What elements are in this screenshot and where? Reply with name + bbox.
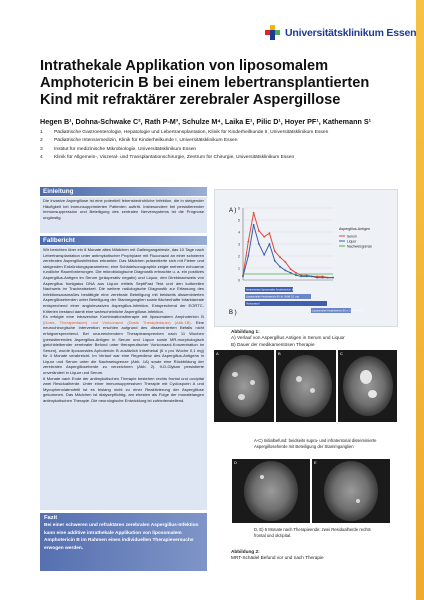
- section-heading-fallbericht: Fallbericht: [40, 236, 207, 245]
- data-point: [322, 277, 324, 279]
- data-point: [253, 212, 255, 214]
- data-point: [263, 254, 265, 256]
- data-point: [327, 277, 329, 279]
- data-point: [247, 255, 249, 257]
- yellow-side-stripe: [416, 0, 424, 600]
- university-logo: [265, 25, 416, 41]
- section-heading-fazit: Fazit: [44, 515, 58, 521]
- data-point: [258, 243, 260, 245]
- fallbericht-paragraph-2: Es erfolgte eine intravenöse Kombinationstherapie mit liposomalem Amphotericin B (Dosis, Therapiedauer) und Voriconazol (Dosis Therapiedauer) (Abb.1B). Eine neurochirurgische Intervention erschien aufgrund des disseminierten Befalls nicht erfolgversprechend. Bei unzureichendem Therapieansprechen nach 11 Wochen (persistierendes Aspergillus-Antigen in Serum und Liquor sowie MR-morphologisch gleichbleibender zerebraler Befund unter therapeutischer Voriconazol-Konzentration im Serum), wurde liposomales Aphotericin B zusätzlich intrathekal (6 x pro Woche 0,1 mg) für 4 Monate verabreicht. Im Verlauf war eine Regredienz des Aspergillus-Antigens in Liquor und Serum unter die Nachweisgrenze (Abb. 1A) sowie eine Rückbildung der zerebralen Aspergilloseherde zu verzeichnen (Abb. 2). 9-D-Glykan persistierte unverändert in Liquor und Serum.: [43, 314, 204, 376]
- affiliations: [40, 129, 328, 162]
- legend-entry: Nachweisgrenze: [347, 244, 373, 249]
- series-line-liquor: [243, 225, 333, 278]
- legend-title: Aspergillus-Antigen: [339, 227, 370, 231]
- mri-image-d: [232, 459, 310, 523]
- data-point: [332, 277, 334, 279]
- data-point: [306, 276, 308, 278]
- y-tick-label: 1: [238, 266, 240, 271]
- mri-image-e: [312, 459, 390, 523]
- mri-label: B: [278, 351, 281, 356]
- data-point: [263, 236, 265, 238]
- author-list: Hegen B¹, Dohna-Schwake C², Rath P-M³, Schulze M⁴, Laika E¹, Pilic D¹, Hoyer PF¹, Kathemann S¹: [40, 117, 372, 126]
- data-point: [253, 224, 255, 226]
- chart-label-b: B ): [229, 310, 237, 316]
- data-point: [269, 232, 271, 234]
- figure-2-caption: [231, 549, 391, 562]
- highlighted-dosage: (Dosis, Therapiedauer) und Voriconazol (Dosis Therapiedauer) (Abb.1B): [43, 319, 191, 325]
- legend-entry: Liquor: [347, 239, 357, 244]
- fallbericht-paragraph-1: Wir berichten über ein 6 Monate altes Mädchen mit Gallengangatresie, das 10 Tage nach Lebertransplantation unter antimykotischer Prophylaxe mit Fluconazol an einer schweren zerebralen Aspergillusinfektion erkrankte. Das Mädchen präsentierte sich mit Fieber und steigenden Entzündungsparametern; eine Schädelsonographie zeigte mehrere echoarme rundliche Raumforderungen. Die mikrobiologische Diagnostik erbrachte u. a. ein positives Aspergillus-Antigen im Serum (präoperativ negativ) und Liquor, den Direktnachweis von Aspergillus fumigatus DNA aus Liquor mittels SeptiFast Test und den kulturellen Nachweis im Trachealsekret. Die weitere radiologische Diagnostik zur Erfassung des Infektionsausmaßes bestätigte eine zerebrale Beteiligung mit beidseits disseminierten Aspergilloseherden unter Beteiligung der Stammganglien sowie flächenhafte Infarktareale entsprechend einer angioinvasiven Aspergillus-Infektion. Entsprechend der EORTC-Kriterien bestand damit eine wahrscheinliche Aspergillose-Infektion.: [43, 247, 204, 314]
- data-point: [258, 230, 260, 232]
- data-point: [295, 274, 297, 276]
- figure-2-caption-de: D, E) 6 Monate nach Therapieende: zwei Residualherde rechts frontal und okzipital.: [252, 526, 382, 540]
- figure-1-caption-line: A) Verlauf von Aspergillus Antigen in Serum und Liquor: [231, 335, 345, 341]
- mri-label: A: [216, 351, 219, 356]
- data-point: [284, 270, 286, 272]
- mri-image-c: [338, 350, 397, 422]
- legend-entry: Serum: [347, 234, 357, 239]
- figure-1-caption: [231, 329, 391, 348]
- figure-2-caption-title: Abbildung 2:: [231, 549, 260, 554]
- data-point: [316, 277, 318, 279]
- y-tick-label: 5: [238, 218, 240, 223]
- therapy-bar-label: Intravenöses liposomales Amphotericin B: [246, 288, 294, 292]
- data-point: [247, 241, 249, 243]
- y-tick-label: 2: [238, 254, 240, 259]
- mri-image-a: [214, 350, 274, 422]
- data-point: [269, 243, 271, 245]
- fazit-text: Bei einer schweren und refraktären zerebralen Aspergillus-Infektion kann eine additive intrathekale Applikation von liposomalem Amphotericin B im Rahmen eines individuellen Therapieversuchs erwogen werden.: [44, 523, 199, 551]
- einleitung-text: Die invasive Aspergillose ist eine potentiell lebensbedrohliche Infektion, die in steigender Häufigkeit bei immunsupprimierten Patienten auftritt. Insbesondere bei persistierender Immunsuppression und Beteiligung des zentralen Nervensystems ist die Prognose ungünstig.: [43, 198, 204, 220]
- affiliation-item: 2 Pädiatrische Intensivmedizin, Klinik für Kinderheilkunde I, Universitätsklinikum Essen: [40, 138, 238, 144]
- data-point: [290, 272, 292, 274]
- therapy-bar-label: Liposomales Amphotericin B i.th. 6x/W 0,1 mg: [246, 295, 299, 299]
- data-point: [311, 276, 313, 278]
- data-point: [274, 250, 276, 252]
- data-point: [242, 276, 244, 278]
- fallbericht-paragraph-3: 6 Monate nach Ende der antimykotischen Therapie bestehen rechts frontal und occipital zwei Residualherde. Unter einer immunsuppressiven Therapie mit Cyclosporin A und Mycophenolatmofetil ist es bislang nicht zu einer Reaktivierung der Aspergillose gekommen. Das Mädchen ist dialysepflichtig, am ehesten als Folge der monatelangen antimykotischen Therapie. Die neurologische Entwicklung ist zufriedenstellend.: [43, 375, 204, 404]
- y-tick-label: 3: [238, 242, 240, 247]
- poster-title: Intrathekale Applikation von liposomalem Amphotericin B bei einem lebertransplantierten Kind mit refraktärer zerebraler Aspergillose: [40, 58, 370, 108]
- chart-label-a: A ): [229, 208, 237, 214]
- fazit-box: [40, 513, 207, 571]
- y-tick-label: 0: [238, 278, 240, 283]
- data-point: [290, 268, 292, 270]
- logo-mark-icon: [265, 25, 281, 41]
- data-point: [279, 256, 281, 258]
- affiliation-item: 3 Institut für medizinische Mikrobiologie, Universitätsklinikum Essen: [40, 146, 197, 152]
- affiliation-item: 4 Klinik für Allgemein-, Viszeral- und Transplantationschirurgie, Zentrum für Chirurgie, Universitätsklinikum Essen: [40, 154, 295, 160]
- mri-label: C: [340, 351, 343, 356]
- einleitung-text-box: [40, 197, 207, 233]
- data-point: [284, 261, 286, 263]
- data-point: [295, 272, 297, 274]
- mri-label: D: [234, 460, 237, 465]
- data-point: [274, 260, 276, 262]
- data-point: [279, 266, 281, 268]
- affiliation-item: 1 Pädiatrische Gastroenterologie, Hepatologie und Lebertransplantation, Klinik für Kinderheilkunde II, Universitätsklinikum Essen: [40, 130, 329, 135]
- mri-image-b: [276, 350, 336, 422]
- therapy-bar-label: Voriconazol: [246, 302, 260, 306]
- figure-2-caption-text: MRT-Schädel Befund vor und nach Therapie: [231, 555, 324, 561]
- figure-1-caption-title: Abbildung 1:: [231, 329, 260, 334]
- figure-1-caption-line: B) Dauer der medikamentösen Therapie: [231, 341, 315, 347]
- figure-2-caption-ac: A-C) Initialbefund: beidseits supra- und infratentorial disseminierte Aspergilloseherde mit Beteiligung der Stammganglien: [252, 437, 382, 451]
- mri-label: E: [314, 460, 317, 465]
- fallbericht-text-box: [40, 246, 207, 510]
- therapy-bar-label: Liposomales Amphotericin B i.v. 3 x/Woche: [312, 309, 362, 313]
- section-heading-einleitung: Einleitung: [40, 187, 207, 196]
- aspergillus-antigen-chart: [215, 190, 397, 326]
- y-tick-label: 4: [238, 230, 240, 235]
- logo-text: Universitätsklinikum Essen: [285, 27, 417, 39]
- data-point: [300, 276, 302, 278]
- y-tick-label: 6: [238, 206, 240, 211]
- figure-1-panel: [214, 189, 398, 327]
